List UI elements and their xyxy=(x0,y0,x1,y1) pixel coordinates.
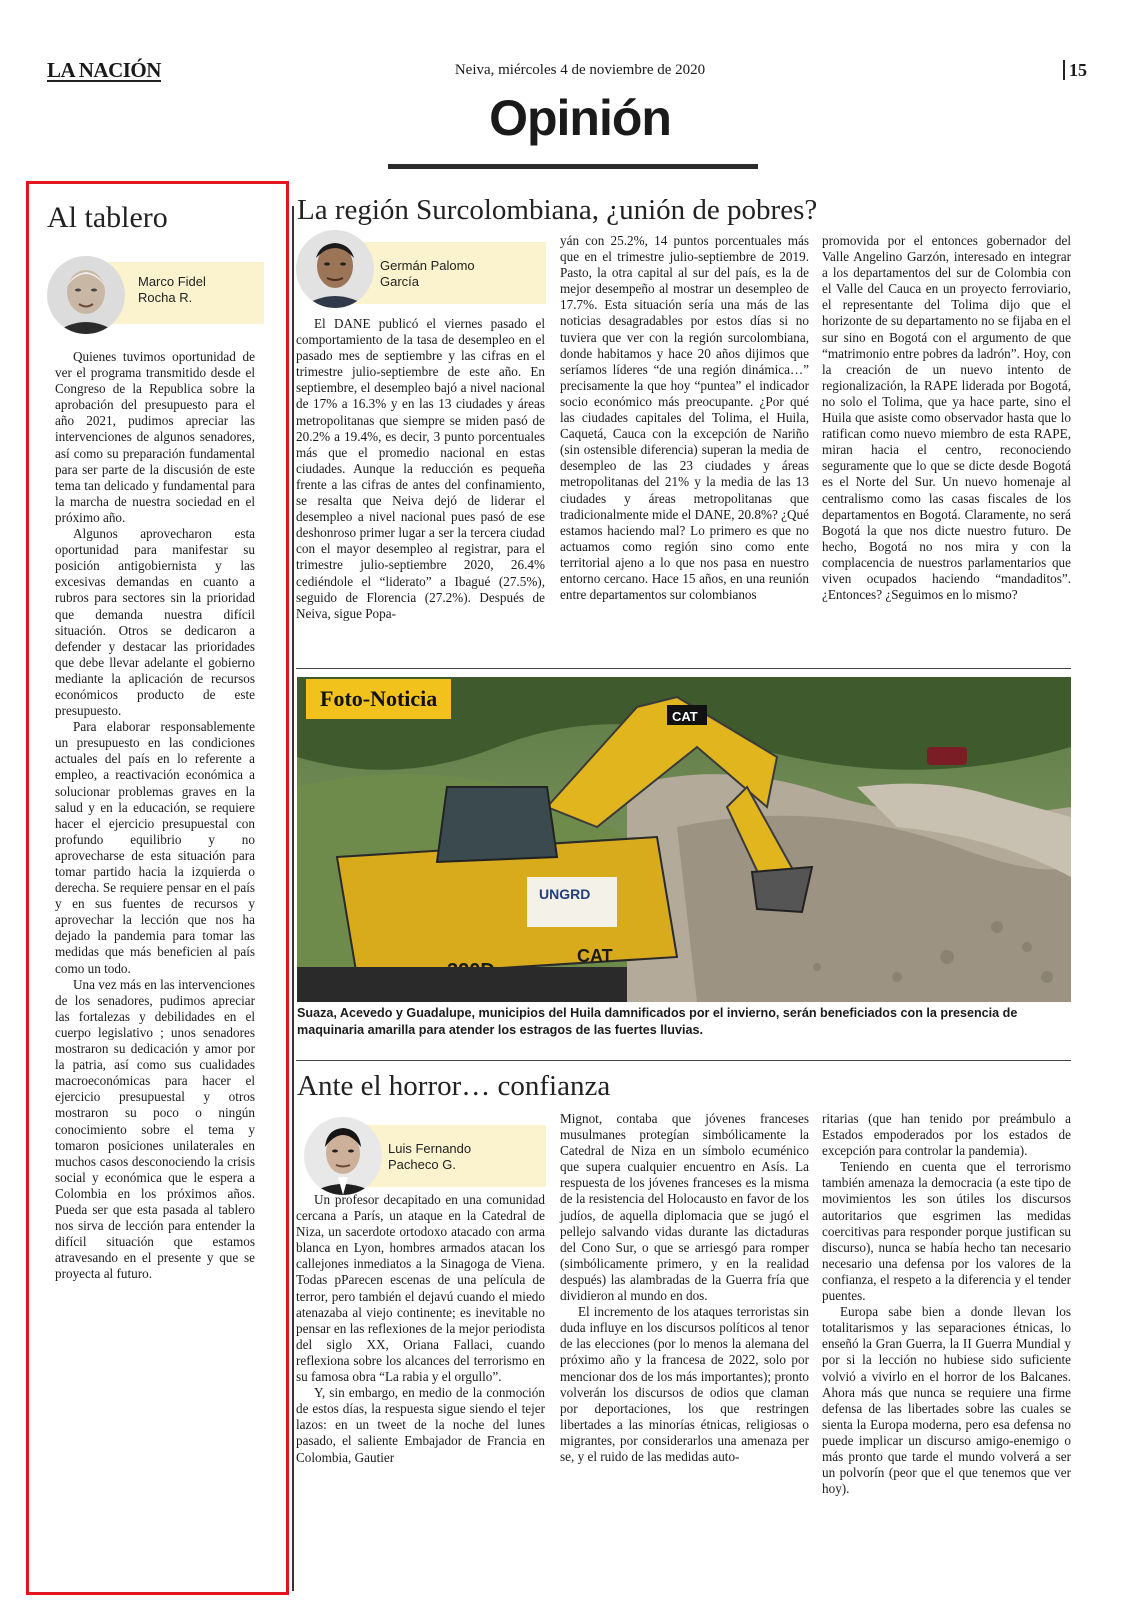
sidebar-author-name: Marco Fidel Rocha R. xyxy=(138,274,206,305)
sidebar-paragraph: Para elaborar responsablemente un presupuesto en las condiciones actuales del país en lo referente a empleo, a reactivación económica a solucionar problemas graves en la salud y en la educación, se requiere hacer el ejercicio presupuestal con profundo equilibrio y no aprovecharse de esta situación para tomar partido hacia la izquierda o derecha. Se requiere pensar en el país y en sus fuentes de recursos y aprovechar la lección que nos ha dejado la pandemia para tomar las medidas que más beneficien al país como un todo. xyxy=(55,719,255,976)
article1-title: La región Surcolombiana, ¿unión de pobres? xyxy=(297,194,818,226)
section-title: Opinión xyxy=(489,90,671,146)
section-rule xyxy=(388,164,758,169)
article1-author-photo xyxy=(296,230,374,308)
sidebar-author-photo xyxy=(47,256,125,334)
article2-column-1: Un profesor decapitado en una comunidad cercana a París, un ataque en la Catedral de Niza, un sacerdote ortodoxo atacado con arma blanca en Lyon, hombres armados atacan los callejones inmediatos a la Sinagoga de Viena. Todas pParecen escenas de una película de terror, pero también el dejavú cuando el miedo atenazaba al viejo continente; es inevitable no pensar en las reflexiones de la mejor periodista del siglo XX, Oriana Fallaci, cuando reflexiona sobre los alcances del terrorismo en su famosa obra “La rabia y el orgullo”. Y, sin embargo, en medio de la conmoción de estos días, la respuesta sigue siendo el tejer lazos: en un tweet de la noche del lunes pasado, el saliente Embajador de Francia en Colombia, Gautier xyxy=(296,1192,545,1465)
machine-logo-text: UNGRD xyxy=(539,886,591,902)
sidebar-paragraph: Algunos aprovecharon esta oportunidad para manifestar su posición antigobiernista y las excesivas demandas en cuanto a rubros para sectores sin la prioridad que demanda nuestra difícil situación. Otros se dedicaron a defender y destacar las prioridades que debe llevar adelante el gobierno mediante la aplicación de recursos económicos producto de este presupuesto. xyxy=(55,526,255,719)
sidebar-body xyxy=(55,349,255,1282)
photo-bottom-rule xyxy=(296,1060,1071,1061)
column-divider xyxy=(292,206,294,1591)
article2-title: Ante el horror… confianza xyxy=(297,1070,611,1102)
article1-column-2: yán con 25.2%, 14 puntos porcentuales más que en el trimestre julio-septiembre de 2019. Pasto, la otra capital al sur del país, es la de mejor desempeño al mostrar un desempleo de 17.7%. Esta situación sería una más de las noticias desagradables por estos días si no tuviera que ver con la región surcolombiana, donde habitamos y hace 20 años dijimos que seríamos líderes “de una región dinámica…” precisamente la que hoy “puntea” el indicador socio económico más preocupante. ¿Por qué las ciudades capitales del Tolima, el Huila, Caquetá, Cauca con la excepción de Nariño (sin ostensible diferencia) superan la media de desempleo de las 23 ciudades y áreas metropolitanas del 21% y la media de las 13 ciudades y áreas metropolitanas que tradicionalmente mide el DANE, 20.8%? ¿Qué estamos haciendo mal? Lo primero es que no actuamos como región sino como ente territorial ajeno a lo que nos pasa en nuestro entorno cercano. Hace 15 años, en una reunión entre departamentos sur colombianos xyxy=(560,233,809,603)
article1-author-name: Germán Palomo García xyxy=(380,258,475,289)
article1-column-1: El DANE publicó el viernes pasado el comportamiento de la tasa de desempleo en el pasado mes de septiembre y las cifras en el trimestre julio-septiembre de este año. En septiembre, el desempleo bajó a nivel nacional de 17% a 16.3% y en las 13 ciudades y áreas metropolitanas que siempre se miden pasó de 20.2% a 19.4%, es decir, 3 punto porcentuales más que el promedio nacional en estas ciudades. Aunque la reducción es pequeña frente a las cifras de antes del confinamiento, se resalta que Neiva dejó de liderar el desempleo a nivel nacional pues pasó de ese deshonroso primer lugar a ser la tercera ciudad con el mayor desempleo al registrar, para el trimestre julio-septiembre 2020, 26.4% cediéndole el “liderato” a Ibagué (27.5%), seguido de Florencia (27.2%). Después de Neiva, sigue Popa- xyxy=(296,316,545,621)
article2-author-name: Luis Fernando Pacheco G. xyxy=(388,1141,472,1172)
article1-author-box xyxy=(350,242,546,304)
sidebar-title: Al tablero xyxy=(47,201,168,234)
article2-column-2: Mignot, contaba que jóvenes franceses musulmanes protegían simbólicamente la Catedral de Niza en un símbolo ecuménico que supera cualquier encuentro en Asís. La respuesta de los jóvenes franceses es la misma de la resistencia del Holocausto en favor de los judíos, de aquella diplomacia que se jugó el pellejo salvando vidas durante las dictaduras del Cono Sur, o que se arriesgó para romper (simbólicamente primero, y en la realidad después) las alambradas de la Guerra fría que dividieron al mundo en dos. El incremento de los ataques terroristas sin duda influye en los discursos políticos al tenor de las elecciones (por lo menos la alemana del próximo año y la francesa de 2022, solo por mencionar dos de los más importantes); pronto volverán los discursos de odios que claman por deportaciones, los que restringen libertades a las minorías étnicas, religiosas o migrantes, por considerarlos una amenaza per se, y el ruido de las medidas auto- xyxy=(560,1111,809,1464)
article2-column-3: ritarias (que han tenido por preámbulo a Estados empoderados por los estados de excepción para controlar la pandemia). Teniendo en cuenta que el terrorismo también amenaza la democracia (a este tipo de movimientos les son útiles los discursos autoritarios que esgrimen las medidas coercitivas para responder porque justifican su discurso), nunca se había hecho tan necesario necesario una defensa por los valores de la confianza, el respeto a la diferencia y el tender puentes. Europa sabe bien a donde llevan los totalitarismos y las separaciones étnicas, lo enseñó la Gran Guerra, la II Guerra Mundial y por si la lección no hubiese sido suficiente volvió a vivirlo en el horror de los Balcanes. Ahora más que nunca se requiere una firme defensa de las libertades sobre las cuales se sienta la Europa moderna, pero esa defensa no puede implicar un discurso amigo-enemigo o más pronto que tarde el mundo volverá a ser un polvorín (peor que el que tenemos que ver hoy). xyxy=(822,1111,1071,1497)
dateline: Neiva, miércoles 4 de noviembre de 2020 xyxy=(454,62,706,78)
sidebar-paragraph: Quienes tuvimos oportunidad de ver el programa transmitido desde el Congreso de la Republica sobre la aprobación del presupuesto para el año 2021, pudimos apreciar las intervenciones de algunos senadores, así como su preparación fundamental para ser parte de la discusión de este tema tan delicado y fundamental para la marcha de nuestra sociedad en el próximo año. xyxy=(55,349,255,525)
article1-column-3: promovida por el entonces gobernador del Valle Angelino Garzón, interesado en integrar a los departamentos del sur de Colombia con el Valle del Cauca en un proyecto ferroviario, el representante del Tolima dijo que el horizonte de su departamento no se fijaba en el sur sino en Bogotá con el argumento de que “matrimonio entre pobres da ladrón”. Hoy, con la creación de un nuevo intento de regionalización, la RAPE liderada por Bogotá, no solo el Tolima, que ya hace parte, sino el Huila que asiste como observador hasta que lo ratifican como nuevo miembro de esta RAPE, miran hacia el centro, reconociendo seguramente que lo que se dicte desde Bogotá es el Norte del Sur. Un nuevo homenaje al centralismo como las casas fiscales de los departamentos en Bogotá. Claramente, no será Bogotá la que nos dicte nuestro futuro. De hecho, Bogotá no nos mira y con la complacencia de nuestros parlamentarios que viven ocupados haciendo “mandaditos”. ¿Entonces? ¿Seguimos en lo mismo? xyxy=(822,233,1071,603)
photo-caption: Suaza, Acevedo y Guadalupe, municipios del Huila damnificados por el invierno, serán beneficiados con la presencia de maquinaria amarilla para atender los estragos de las fuertes lluvias. xyxy=(297,1006,1018,1037)
foto-noticia-photo xyxy=(297,677,1071,1002)
machine-brand-text: CAT xyxy=(577,946,613,966)
page-number: 15 xyxy=(1063,60,1087,80)
article1-bottom-rule xyxy=(296,668,1071,669)
foto-noticia-tag: Foto-Noticia xyxy=(306,679,451,719)
article2-author-photo xyxy=(304,1117,382,1195)
sidebar-paragraph: Una vez más en las intervenciones de los senadores, pudimos apreciar las fortalezas y debilidades en el cuerpo legislativo ; unos senadores mostraron su dedicación y amor por la patria, así como sus cualidades macroeconómicas para hacer el ejercicio presupuestal y otros mostraron su poco o ningún conocimiento sobre el tema y tomaron posiciones unilaterales en muchos casos desconociendo la crisis social y económica que le espera a Colombia en los próximos años. Pueda ser que esta pasada al tablero nos sirva de lección para entender la difícil situación que estamos atravesando en el presente y que se proyecta al futuro. xyxy=(55,976,255,1282)
boom-brand-text: CAT xyxy=(672,709,698,724)
newspaper-logo: LA NACIÓN xyxy=(47,58,161,82)
